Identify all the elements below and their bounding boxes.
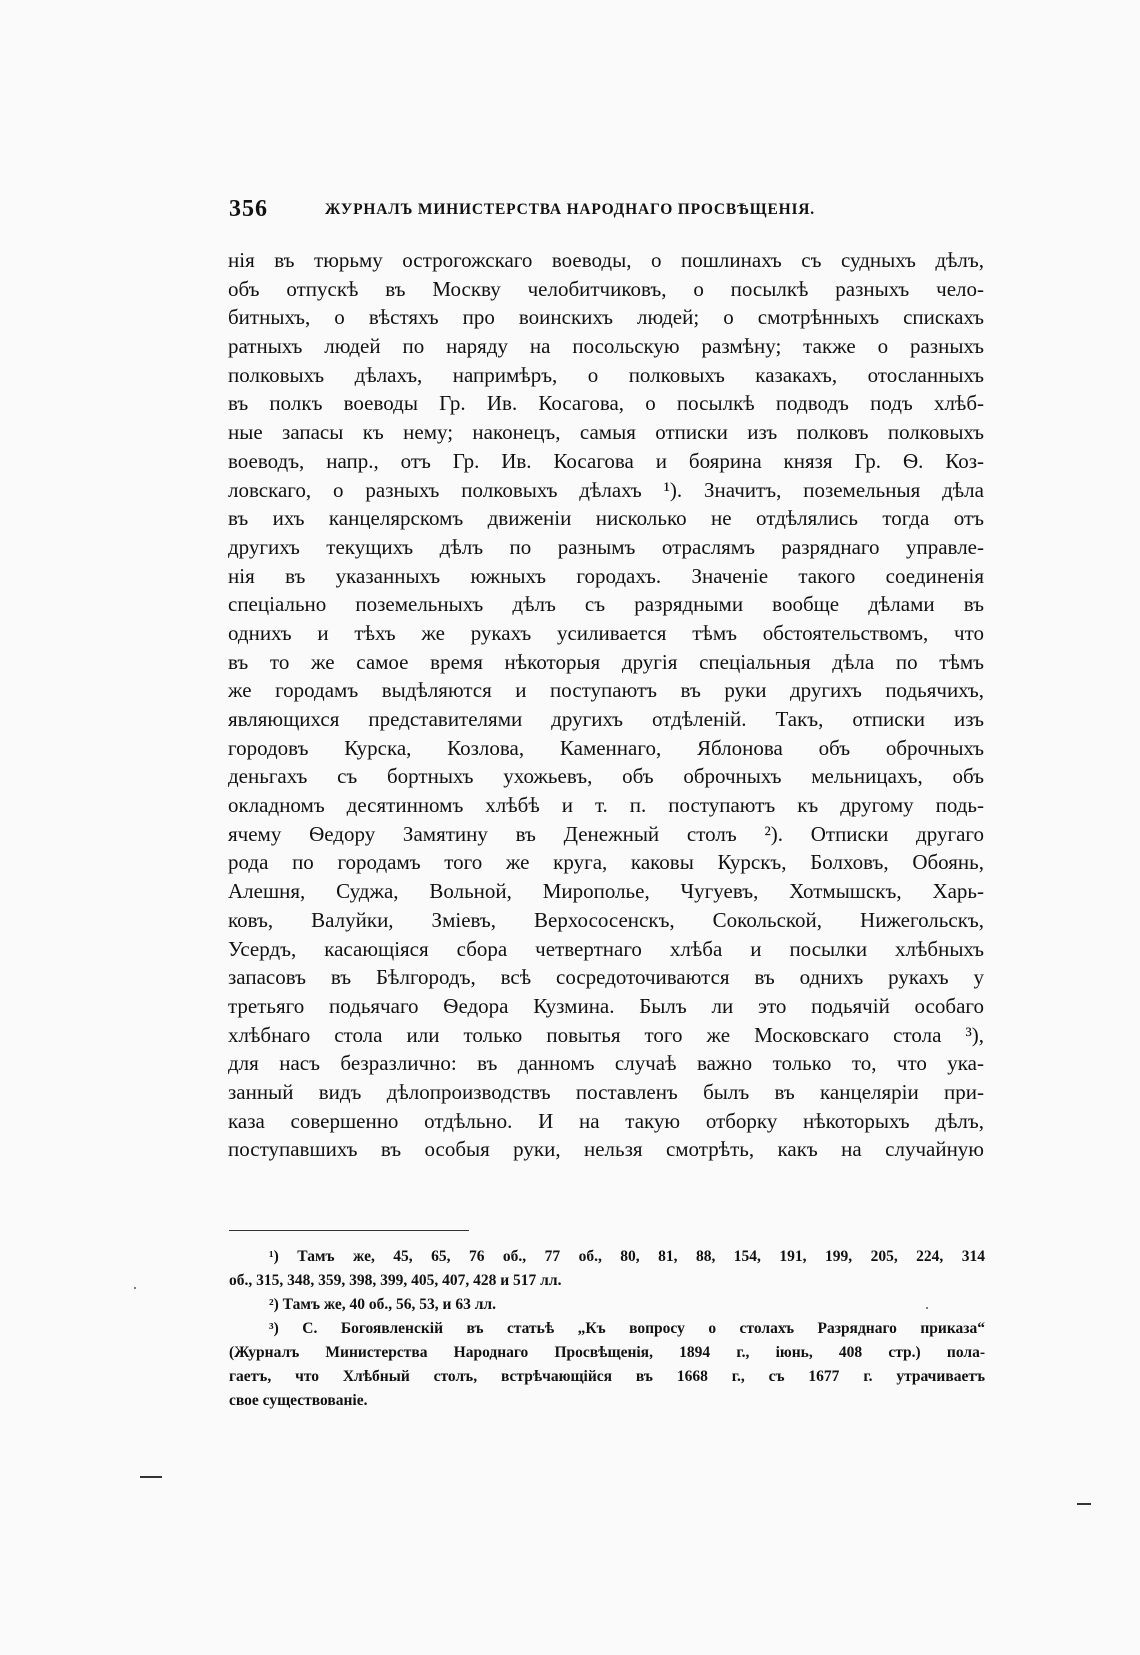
body-line: являющихся представителями другихъ отдѣленій. Такъ, отписки изъ — [228, 707, 984, 731]
scan-speck — [926, 1307, 928, 1309]
body-line: окладномъ десятинномъ хлѣбѣ и т. п. поступаютъ къ другому подь- — [228, 793, 984, 818]
body-text — [228, 246, 984, 1164]
body-line: въ ихъ канцелярскомъ движеніи нисколько не отдѣлялись тогда отъ — [228, 506, 984, 531]
body-line: для насъ безразлично: въ данномъ случаѣ важно только то, что ука- — [228, 1051, 984, 1076]
body-line: въ то же самое время нѣкоторыя другія спеціальныя дѣла по тѣмъ — [228, 649, 984, 674]
body-line: запасовъ въ Бѣлгородъ, всѣ сосредоточиваются въ однихъ рукахъ у — [228, 965, 984, 990]
body-line: каза совершенно отдѣльно. И на такую отборку нѣкоторыхъ дѣлъ, — [228, 1108, 984, 1133]
body-line: нія въ тюрьму острогожскаго воеводы, о пошлинахъ съ судныхъ дѣлъ, — [228, 248, 984, 272]
running-head — [229, 196, 889, 226]
body-line: рода по городамъ того же круга, каковы Курскъ, Болховъ, Обоянь, — [228, 850, 984, 875]
body-line: нія въ указанныхъ южныхъ городахъ. Значеніе такого соединенія — [228, 563, 984, 588]
body-line: спеціально поземельныхъ дѣлъ съ разрядными вообще дѣлами въ — [228, 592, 984, 617]
journal-title: ЖУРНАЛЪ МИНИСТЕРСТВА НАРОДНАГО ПРОСВѢЩЕНІЯ. — [325, 201, 815, 218]
body-line: поступавшихъ въ особыя руки, нельзя смотрѣть, какъ на случайную — [228, 1137, 984, 1162]
scan-speck — [134, 1287, 136, 1289]
body-line: объ отпускѣ въ Москву челобитчиковъ, о посылкѣ разныхъ чело- — [228, 276, 984, 301]
body-line: Усердъ, касающіяся сбора четвертнаго хлѣба и посылки хлѣбныхъ — [228, 936, 984, 961]
body-line: битныхъ, о вѣстяхъ про воинскихъ людей; о смотрѣнныхъ спискахъ — [228, 305, 984, 330]
body-line: полковыхъ дѣлахъ, напримѣръ, о полковыхъ казакахъ, отосланныхъ — [228, 362, 984, 387]
footnote-line: ²) Тамъ же, 40 об., 56, 53, и 63 лл. — [269, 1296, 496, 1313]
body-line: въ полкъ воеводы Гр. Ив. Косагова, о посылкѣ подводъ подъ хлѣб- — [228, 391, 984, 416]
footnote-line: свое существованіе. — [229, 1392, 368, 1409]
body-line: хлѣбнаго стола или только повытья того же Московскаго стола ³), — [228, 1022, 984, 1047]
body-line: ные запасы къ нему; наконецъ, самыя отписки изъ полковъ полковыхъ — [228, 420, 984, 445]
body-line: деньгахъ съ бортныхъ ухожьевъ, объ оброчныхъ мельницахъ, объ — [228, 764, 984, 789]
body-line: ячему Ѳедору Замятину въ Денежный столъ ²). Отписки другаго — [228, 821, 984, 846]
footnote-rule — [229, 1230, 469, 1231]
footnote-line: (Журналъ Министерства Народнаго Просвѣщенія, 1894 г., іюнь, 408 стр.) пола- — [229, 1344, 985, 1361]
body-line: же городамъ выдѣляются и поступаютъ въ руки другихъ подьячихъ, — [228, 678, 984, 703]
body-line: другихъ текущихъ дѣлъ по разнымъ отраслямъ разряднаго управле- — [228, 534, 984, 559]
footnote-line: гаетъ, что Хлѣбный столъ, встрѣчающійся въ 1668 г., съ 1677 г. утрачиваетъ — [229, 1368, 985, 1385]
body-line: однихъ и тѣхъ же рукахъ усиливается тѣмъ обстоятельствомъ, что — [228, 620, 984, 645]
footnote-line: ³) С. Богоявленскій въ статьѣ „Къ вопросу о столахъ Разряднаго приказа“ — [269, 1320, 985, 1337]
body-line: ловскаго, о разныхъ полковыхъ дѣлахъ ¹). Значитъ, поземельныя дѣла — [228, 477, 984, 502]
footnote-line: об., 315, 348, 359, 398, 399, 405, 407, 428 и 517 лл. — [229, 1272, 562, 1289]
body-line: занный видъ дѣлопроизводствъ поставленъ былъ въ канцеляріи при- — [228, 1079, 984, 1104]
page-number: 356 — [229, 196, 268, 222]
body-line: ратныхъ людей по наряду на посольскую размѣну; также о разныхъ — [228, 334, 984, 359]
scan-mark — [140, 1476, 162, 1478]
scan-mark — [1077, 1503, 1091, 1505]
body-line: городовъ Курска, Козлова, Каменнаго, Яблонова объ оброчныхъ — [228, 735, 984, 760]
body-line: Алешня, Суджа, Вольной, Мирополье, Чугуевъ, Хотмышскъ, Харь- — [228, 879, 984, 904]
body-line: третьяго подьячаго Ѳедора Кузмина. Былъ ли это подьячій особаго — [228, 993, 984, 1018]
body-line: воеводъ, напр., отъ Гр. Ив. Косагова и боярина князя Гр. Ѳ. Коз- — [228, 448, 984, 473]
body-line: ковъ, Валуйки, Зміевъ, Верхососенскъ, Сокольской, Нижегольскъ, — [228, 907, 984, 932]
footnote-line: ¹) Тамъ же, 45, 65, 76 об., 77 об., 80, 81, 88, 154, 191, 199, 205, 224, 314 — [269, 1248, 985, 1265]
footnotes — [229, 1245, 985, 1413]
